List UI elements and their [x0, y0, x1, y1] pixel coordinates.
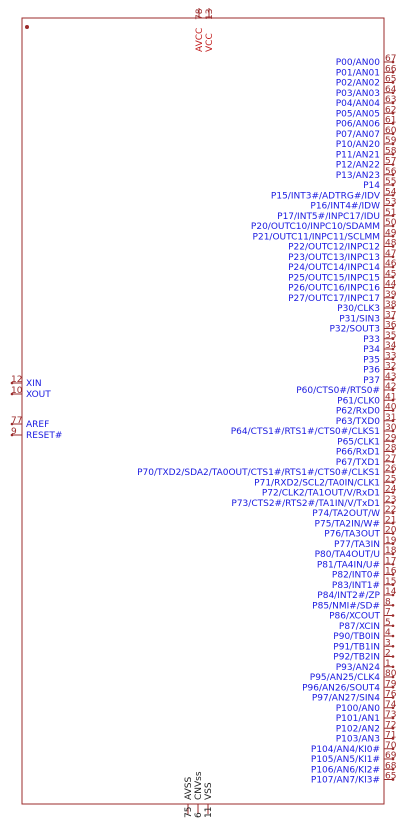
pin-number: 20: [385, 525, 397, 536]
pin-label: P83/INT1#: [331, 580, 380, 591]
pin-number: 74: [385, 699, 397, 710]
pin-number: 54: [385, 187, 397, 198]
pin-number: 29: [385, 433, 397, 444]
pin-label: P80/TA4OUT/U: [314, 550, 380, 560]
pin1-marker: [25, 25, 29, 29]
pin-number: 49: [385, 228, 397, 239]
pin-label: P84/INT2#/ZP: [317, 591, 380, 601]
pin-number: 2: [385, 648, 391, 659]
pin-label: P86/XCOUT: [329, 611, 380, 622]
pin-label: P36: [363, 365, 380, 376]
pin-label: P107/AN7/KI3#: [310, 775, 380, 786]
pin-number: 14: [385, 587, 397, 597]
pin-label: P96/AN26/SOUT4: [302, 683, 380, 694]
pin-label: P71/RXD2/SCL2/TA0IN/CLK1: [254, 478, 380, 489]
pin-number: 42: [385, 382, 397, 392]
pin-number: 58: [385, 146, 397, 157]
pin-end: [392, 665, 395, 668]
pin-number: 28: [385, 443, 397, 454]
pin-label: P90/TB0IN: [333, 632, 380, 642]
pin-number: 61: [385, 115, 397, 126]
pin-label: P10/AN20: [335, 140, 380, 150]
pin-number: 47: [385, 248, 397, 259]
pin-label: P33: [363, 334, 380, 345]
pin-label: P72/CLK2/TA1OUT/V/RxD1: [261, 488, 380, 499]
pin-label: P63/TXD0: [335, 416, 380, 427]
pin-number: 45: [385, 269, 397, 280]
pin-number: 51: [385, 207, 397, 218]
pin-number: 21: [385, 515, 397, 526]
pin-label: P03/AN03: [335, 88, 380, 99]
pin-number: 37: [385, 310, 397, 321]
pin-number: 60: [385, 125, 397, 136]
pin-label: P20/OUTC10/INPC10/SDAMM: [250, 222, 380, 232]
pin-number: 10: [11, 386, 23, 396]
power-pin-label: VCC: [205, 33, 215, 52]
pin-number: 63: [385, 95, 397, 105]
pin-number: 80: [385, 669, 397, 679]
pin-number: 6: [194, 812, 204, 818]
pin-label: P17/INT5#/INPC17/IDU: [277, 211, 380, 222]
pin-number: 16: [385, 566, 397, 577]
pin-label: P25/OUTC15/INPC15: [288, 273, 380, 284]
pin-number: 71: [385, 730, 397, 741]
pin-number: 25: [385, 474, 397, 485]
pin-label: P24/OUTC14/INPC14: [288, 263, 380, 273]
pin-number: 27: [385, 453, 397, 464]
pin-number: 24: [385, 484, 397, 495]
pin-number: 38: [385, 300, 397, 310]
pin-label: P15/INT3#/ADTRG#/IDV: [270, 191, 380, 202]
pin-label: P93/AN24: [335, 662, 380, 673]
pin-number: 1: [385, 658, 391, 669]
pin-label: P13/AN23: [335, 170, 380, 181]
pin-number: 30: [385, 423, 397, 433]
pin-number: 70: [385, 740, 397, 751]
pin-label: AREF: [26, 420, 50, 430]
pin-label: P106/AN6/KI2#: [310, 765, 380, 776]
pin-label: P95/AN25/CLK4: [309, 673, 380, 683]
pin-label: P22/OUTC12/INPC12: [288, 242, 380, 253]
pin-label: P100/AN0: [335, 703, 380, 714]
pin-number: 34: [385, 341, 397, 351]
pin-label: P62/RxD0: [335, 406, 380, 417]
pin-number: 72: [385, 720, 397, 731]
pin-number: 67: [385, 54, 397, 64]
pin-number: 8: [385, 597, 391, 608]
pin-number: 23: [385, 494, 397, 505]
pin-number: 48: [385, 238, 397, 249]
pin-label: P97/AN27/SIN4: [311, 693, 380, 704]
pin-number: 31: [385, 412, 397, 423]
pin-label: P04/AN04: [335, 99, 380, 109]
pin-number: 69: [385, 751, 397, 761]
pin-label: XOUT: [26, 390, 51, 400]
pin-number: 44: [385, 279, 397, 290]
pin-number: 65: [385, 74, 397, 85]
pin-end: [392, 624, 395, 627]
pin-label: P67/TXD1: [335, 457, 380, 468]
pin-label: P16/INT4#/IDW: [310, 201, 380, 212]
pin-number: 66: [385, 64, 397, 75]
pin-number: 5: [385, 617, 391, 628]
pin-number: 32: [385, 361, 397, 372]
pin-number: 11: [204, 806, 214, 818]
pin-label: P74/TA2OUT/W: [312, 509, 380, 519]
pin-label: P11/AN21: [335, 150, 380, 161]
pin-end: [392, 604, 395, 607]
pin-number: 13: [205, 8, 215, 20]
pin-number: 43: [385, 371, 397, 382]
pin-number: 4: [385, 628, 391, 638]
pin-label: P91/TB1IN: [333, 642, 380, 653]
pin-label: P104/AN4/KI0#: [310, 744, 380, 755]
pin-number: 65: [385, 771, 397, 782]
pin-number: 19: [385, 535, 397, 546]
pin-label: P23/OUTC13/INPC13: [288, 252, 380, 263]
pin-label: P14: [363, 181, 380, 191]
pin-number: 36: [385, 320, 397, 331]
pin-number: 33: [385, 351, 397, 362]
pin-label: P75/TA2IN/W#: [314, 519, 380, 530]
pin-label: P77/TA3IN: [334, 539, 380, 550]
pin-label: P21/OUTC11/INPC11/SCLMM: [252, 232, 380, 243]
pin-number: 39: [385, 289, 397, 300]
pin-number: 55: [385, 177, 397, 187]
pin-number: 9: [11, 427, 17, 437]
pin-end: [392, 614, 395, 617]
pin-number: 73: [385, 710, 397, 720]
pin-number: 59: [385, 136, 397, 146]
pin-label: P35: [363, 355, 380, 366]
pin-end: [392, 655, 395, 658]
pin-label: P06/AN06: [335, 119, 380, 130]
pin-label: P05/AN05: [335, 109, 380, 120]
pin-number: 76: [385, 689, 397, 700]
pin-label: P31/SIN3: [339, 314, 380, 325]
pin-label: P85/NMI#/SD#: [312, 601, 380, 612]
pin-label: P82/INT0#: [331, 570, 380, 581]
pin-label: P30/CLK3: [337, 304, 380, 314]
pin-number: 7: [385, 607, 391, 618]
pin-number: 26: [385, 464, 397, 474]
pin-end: [392, 645, 395, 648]
pin-number: 64: [385, 84, 397, 95]
pin-number: 17: [385, 556, 397, 567]
pin-label: P02/AN02: [335, 78, 380, 89]
pin-label: P87/XCIN: [338, 621, 380, 632]
ground-pin-label: AVSS: [184, 776, 194, 800]
pin-number: 50: [385, 218, 397, 228]
pin-label: P66/RxD1: [335, 447, 380, 458]
pin-label: P101/AN1: [335, 714, 380, 724]
pin-label: P37: [363, 375, 380, 386]
pin-end: [392, 635, 395, 638]
pin-number: 62: [385, 105, 397, 116]
pin-label: XIN: [26, 379, 42, 389]
pin-number: 22: [385, 505, 397, 515]
pin-label: P105/AN5/KI1#: [310, 755, 380, 765]
pin-label: P102/AN2: [335, 724, 380, 735]
pin-number: 79: [385, 679, 397, 690]
pin-number: 35: [385, 330, 397, 341]
pin-label: P64/CTS1#/RTS1#/CTS0#/CLKS1: [230, 427, 380, 437]
pin-label: P70/TXD2/SDA2/TA0OUT/CTS1#/RTS1#/CTS0#/CLKS1: [137, 468, 380, 478]
pin-number: 75: [184, 806, 194, 818]
pin-label: P07/AN07: [335, 129, 380, 140]
pin-label: P61/CLK0: [337, 396, 380, 407]
pin-label: P00/AN00: [335, 58, 380, 68]
pin-label: P76/TA3OUT: [324, 529, 380, 540]
pin-number: 3: [385, 638, 391, 649]
pin-number: 12: [11, 375, 23, 385]
pin-number: 18: [385, 546, 397, 556]
pin-number: 41: [385, 392, 397, 403]
pin-label: P34: [363, 345, 380, 355]
pin-number: 53: [385, 197, 397, 208]
pin-label: P01/AN01: [335, 68, 380, 79]
ground-pin-label: VSS: [204, 782, 214, 800]
pin-label: P73/CTS2#/RTS2#/TA1IN/V/TxD1: [231, 498, 380, 509]
ground-pin-label: CNVss: [194, 771, 204, 800]
pin-label: P103/AN3: [335, 734, 380, 745]
pin-number: 56: [385, 166, 397, 177]
pin-number: 77: [11, 416, 23, 426]
pin-label: P32/SOUT3: [329, 324, 380, 335]
power-pin-label: AVCC: [195, 27, 205, 52]
pin-label: P60/CTS0#/RTS0#: [296, 386, 380, 396]
pin-label: P92/TB2IN: [333, 652, 380, 663]
pin-number: 68: [385, 761, 397, 772]
pin-label: P65/CLK1: [337, 437, 380, 448]
pin-number: 40: [385, 402, 397, 413]
pin-number: 57: [385, 156, 397, 167]
pin-label: P81/TA4IN/U#: [316, 560, 380, 571]
pin-label: P27/OUTC17/INPC17: [288, 293, 380, 304]
pin-label: P12/AN22: [335, 160, 380, 171]
pin-label: RESET#: [26, 431, 63, 441]
pin-number: 46: [385, 259, 397, 269]
pin-label: P26/OUTC16/INPC16: [288, 283, 380, 294]
pin-number: 15: [385, 576, 397, 587]
pin-number: 78: [195, 8, 205, 20]
